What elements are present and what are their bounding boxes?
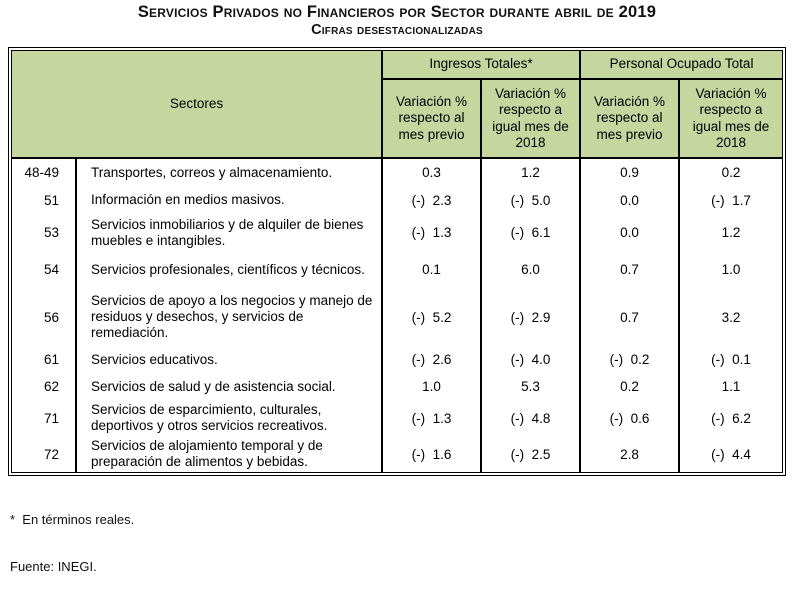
table-row	[12, 436, 782, 472]
value-cell-ingresos-anual: (-) 6.1	[481, 214, 580, 251]
sector-code-cell: 72	[12, 436, 76, 472]
sector-name-cell: Transportes, correos y almacenamiento.	[76, 158, 382, 186]
sector-code-cell: 48-49	[12, 158, 76, 186]
footnotes	[10, 481, 134, 606]
header-cell-ingresos-totales: Ingresos Totales*	[382, 51, 580, 79]
report-subtitle: Cifras desestacionalizadas	[311, 22, 483, 38]
sector-name-cell: Servicios de apoyo a los negocios y manejo de residuos y desechos, y servicios de remediación.	[76, 288, 382, 346]
sectors-data-table	[12, 51, 782, 472]
value-cell-personal-anual: 0.2	[679, 158, 782, 186]
value-cell-personal-anual: 1.0	[679, 251, 782, 288]
sector-code-cell: 71	[12, 400, 76, 436]
table-row	[12, 400, 782, 436]
footnote-real-terms: * En términos reales.	[10, 511, 135, 527]
value-cell-ingresos-anual: (-) 4.8	[481, 400, 580, 436]
value-cell-personal-mes-previo: (-) 0.6	[580, 400, 679, 436]
value-cell-ingresos-anual: 5.3	[481, 373, 580, 400]
value-cell-personal-anual: (-) 4.4	[679, 436, 782, 472]
value-cell-ingresos-anual: (-) 5.0	[481, 186, 580, 214]
subheader-ingresos-mes-previo: Variación % respecto al mes previo	[382, 79, 481, 158]
sector-name-cell: Servicios de salud y de asistencia social.	[76, 373, 382, 400]
table-row	[12, 186, 782, 214]
value-cell-ingresos-anual: 6.0	[481, 251, 580, 288]
value-cell-personal-mes-previo: 2.8	[580, 436, 679, 472]
value-cell-ingresos-mes-previo: (-) 2.3	[382, 186, 481, 214]
value-cell-personal-mes-previo: 0.0	[580, 186, 679, 214]
value-cell-ingresos-anual: (-) 2.5	[481, 436, 580, 472]
value-cell-ingresos-mes-previo: (-) 1.3	[382, 214, 481, 251]
value-cell-ingresos-mes-previo: 0.1	[382, 251, 481, 288]
sector-code-cell: 61	[12, 346, 76, 373]
data-table-frame	[8, 47, 786, 476]
value-cell-ingresos-mes-previo: (-) 1.3	[382, 400, 481, 436]
sector-code-cell: 51	[12, 186, 76, 214]
value-cell-ingresos-mes-previo: (-) 1.6	[382, 436, 481, 472]
value-cell-personal-mes-previo: 0.7	[580, 288, 679, 346]
value-cell-personal-anual: 3.2	[679, 288, 782, 346]
sector-name-cell: Servicios profesionales, científicos y técnicos.	[76, 251, 382, 288]
table-row	[12, 251, 782, 288]
value-cell-ingresos-anual: 1.2	[481, 158, 580, 186]
table-body	[12, 158, 782, 472]
value-cell-personal-mes-previo: 0.9	[580, 158, 679, 186]
value-cell-personal-anual: 1.2	[679, 214, 782, 251]
value-cell-personal-anual: (-) 1.7	[679, 186, 782, 214]
subheader-personal-anual: Variación % respecto a igual mes de 2018	[679, 79, 782, 158]
value-cell-personal-mes-previo: 0.0	[580, 214, 679, 251]
value-cell-personal-anual: (-) 0.1	[679, 346, 782, 373]
value-cell-ingresos-anual: (-) 2.9	[481, 288, 580, 346]
value-cell-ingresos-mes-previo: (-) 5.2	[382, 288, 481, 346]
value-cell-ingresos-mes-previo: 0.3	[382, 158, 481, 186]
footnote-source: Fuente: INEGI.	[10, 558, 97, 574]
sector-name-cell: Servicios de alojamiento temporal y de preparación de alimentos y bebidas.	[76, 436, 382, 472]
report-title: Servicios Privados no Financieros por Sector durante abril de 2019	[137, 3, 657, 21]
value-cell-ingresos-mes-previo: 1.0	[382, 373, 481, 400]
header-cell-sectores: Sectores	[12, 51, 382, 158]
document-page	[0, 3, 794, 574]
value-cell-personal-mes-previo: 0.7	[580, 251, 679, 288]
value-cell-personal-anual: 1.1	[679, 373, 782, 400]
table-row	[12, 373, 782, 400]
value-cell-personal-mes-previo: (-) 0.2	[580, 346, 679, 373]
sector-code-cell: 53	[12, 214, 76, 251]
sector-code-cell: 54	[12, 251, 76, 288]
subheader-personal-mes-previo: Variación % respecto al mes previo	[580, 79, 679, 158]
table-row	[12, 346, 782, 373]
value-cell-ingresos-anual: (-) 4.0	[481, 346, 580, 373]
sector-name-cell: Servicios inmobiliarios y de alquiler de bienes muebles e intangibles.	[76, 214, 382, 251]
table-header	[12, 51, 782, 158]
header-cell-personal-ocupado: Personal Ocupado Total	[580, 51, 782, 79]
value-cell-personal-mes-previo: 0.2	[580, 373, 679, 400]
sector-code-cell: 62	[12, 373, 76, 400]
sector-name-cell: Servicios de esparcimiento, culturales, deportivos y otros servicios recreativos.	[76, 400, 382, 436]
value-cell-personal-anual: (-) 6.2	[679, 400, 782, 436]
sector-code-cell: 56	[12, 288, 76, 346]
sector-name-cell: Servicios educativos.	[76, 346, 382, 373]
value-cell-ingresos-mes-previo: (-) 2.6	[382, 346, 481, 373]
table-row	[12, 288, 782, 346]
sector-name-cell: Información en medios masivos.	[76, 186, 382, 214]
header-group-row	[12, 51, 782, 79]
subheader-ingresos-anual: Variación % respecto a igual mes de 2018	[481, 79, 580, 158]
table-row	[12, 214, 782, 251]
table-row	[12, 158, 782, 186]
